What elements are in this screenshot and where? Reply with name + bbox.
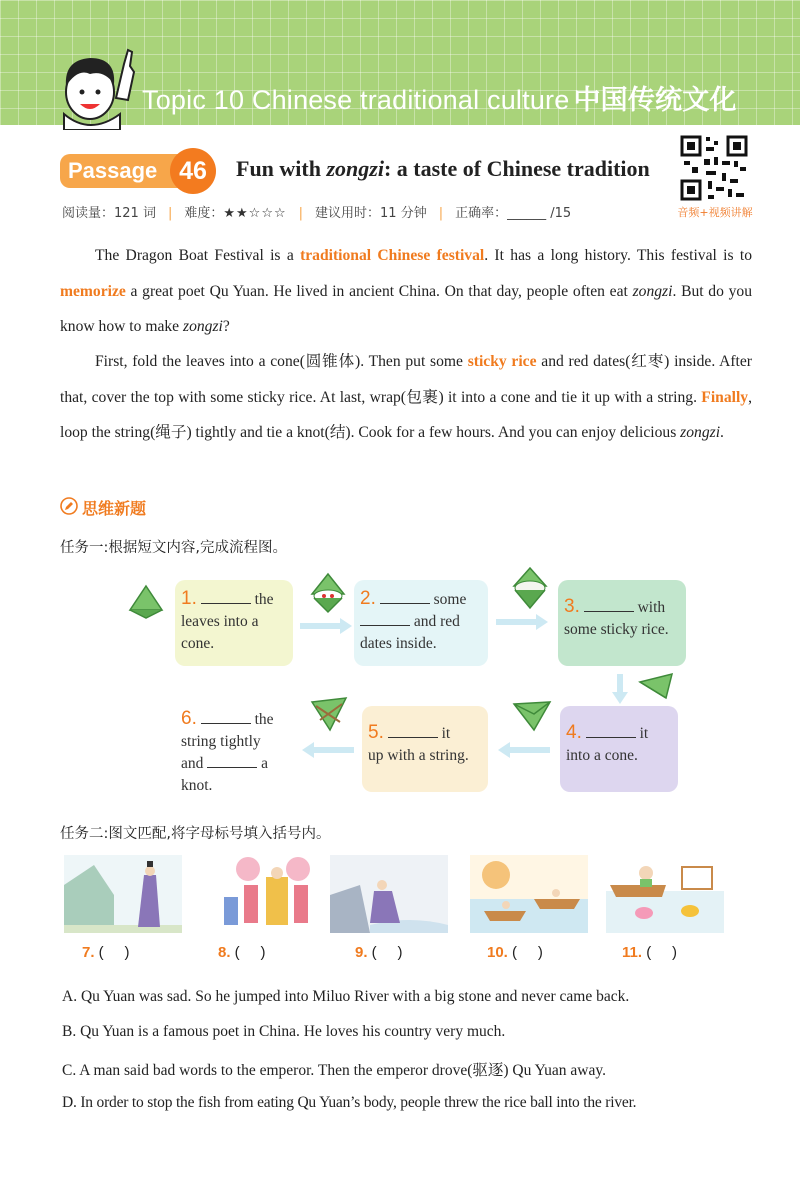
flow-arrow-right [494, 612, 550, 632]
option-a: A. Qu Yuan was sad. So he jumped into Miluo River with a big stone and never came back. [62, 988, 630, 1005]
flow-arrow-left [496, 740, 552, 760]
qr-caption: 音频+视频讲解 [677, 206, 753, 219]
flow-arrow-down [610, 672, 630, 706]
answer-blank[interactable] [360, 611, 410, 626]
flow-step-1: 1. the leaves into a cone. [175, 580, 293, 666]
flow-step-2: 2. some and red dates inside. [354, 580, 488, 666]
difficulty-stars: ★★☆☆☆ [223, 206, 287, 221]
task-2-instruction: 任务二:图文匹配,将字母标号填入括号内。 [60, 826, 331, 842]
zongzi-cone-icon [510, 696, 554, 732]
highlight-phrase: sticky rice [467, 353, 537, 370]
section-title: 思维新题 [82, 499, 147, 518]
passage-title-pre: Fun with [236, 156, 327, 181]
zongzi-wrapped-icon [636, 670, 676, 702]
answer-blank[interactable] [380, 589, 430, 604]
passage-label: Passage [60, 154, 178, 188]
picture-answer-8[interactable]: 8. ( ) [218, 944, 266, 961]
picture-answer-11[interactable]: 11. ( ) [622, 944, 678, 961]
passage-paragraph-1: The Dragon Boat Festival is a traditional Chinese festival. It has a long history. This festival is to memorize a great poet Qu Yuan. He lived in ancient China. On that day, people often eat zongzi. But do you know how to make zongzi? [60, 247, 753, 335]
flow-step-3: 3. with some sticky rice. [558, 580, 686, 666]
answer-blank[interactable] [207, 753, 257, 768]
passage-title [236, 156, 650, 182]
flow-arrow-right [298, 616, 354, 636]
emperor-court-picture [208, 855, 326, 933]
flow-arrow-left [300, 740, 356, 760]
passage-title-em: zongzi [326, 156, 384, 181]
qu-yuan-kneeling-picture [330, 855, 448, 933]
picture-answer-9[interactable]: 9. ( ) [355, 944, 403, 961]
word-count: 阅读量：121 词 [62, 206, 156, 221]
option-d: D. In order to stop the fish from eating Qu Yuan’s body, people threw the rice ball into the river. [62, 1094, 637, 1111]
zongzi-tied-icon [308, 694, 350, 734]
highlight-phrase: Finally [701, 388, 749, 406]
reading-info: 阅读量：121 词 | 难度：★★☆☆☆ | 建议用时：11 分钟 | 正确率：______ /15 [62, 206, 572, 221]
zongzi-icon [126, 582, 166, 622]
answer-blank[interactable] [584, 597, 634, 612]
answer-blank[interactable] [388, 723, 438, 738]
flow-step-5: 5. it up with a string. [362, 706, 488, 792]
topic-title-en: Topic 10 Chinese traditional culture [142, 85, 570, 115]
task-1-instruction: 任务一:根据短文内容,完成流程图。 [60, 540, 287, 556]
passage-paragraph-2: First, fold the leaves into a cone(圆锥体). Then put some sticky rice and red dates(红枣) inside. After that, cover the top with some sticky rice. At last, wrap(包裹) it into a cone and tie it up with a string. Finally, loop the string(绳子) tightly and tie a knot(结). Cook for a few hours. And you can enjoy delicious zongzi. [60, 353, 752, 441]
fish-rice-ball-picture [606, 855, 724, 933]
difficulty-label: 难度： [184, 206, 224, 221]
boats-river-picture [470, 855, 588, 933]
pencil-icon [60, 497, 78, 515]
flow-step-4: 4. it into a cone. [560, 706, 678, 792]
qr-code-icon[interactable] [678, 133, 750, 203]
highlight-phrase: memorize [60, 282, 126, 300]
answer-blank[interactable] [201, 709, 251, 724]
zongzi-cover-icon [510, 566, 550, 610]
highlight-phrase: traditional Chinese festival [300, 247, 485, 264]
passage-number: 46 [170, 148, 216, 194]
zongzi-rice-icon [308, 572, 348, 616]
answer-blank[interactable] [586, 723, 636, 738]
flow-step-6: 6. the string tightly and a knot. [175, 700, 293, 792]
topic-title-cn: 中国传统文化 [573, 85, 737, 115]
picture-answer-10[interactable]: 10. ( ) [487, 944, 543, 961]
picture-answer-7[interactable]: 7. ( ) [82, 944, 130, 961]
answer-blank[interactable] [201, 589, 251, 604]
qu-yuan-standing-picture [64, 855, 182, 933]
suggested-time: 建议用时：11 分钟 [315, 206, 427, 221]
accuracy-field[interactable]: 正确率：______ /15 [455, 206, 572, 221]
topic-title [142, 78, 737, 117]
passage-title-post: : a taste of Chinese tradition [383, 156, 650, 181]
option-c: C. A man said bad words to the emperor. Then the emperor drove(驱逐) Qu Yuan away. [62, 1062, 606, 1079]
boy-mascot-icon [50, 44, 145, 130]
option-b: B. Qu Yuan is a famous poet in China. He loves his country very much. [62, 1023, 506, 1040]
